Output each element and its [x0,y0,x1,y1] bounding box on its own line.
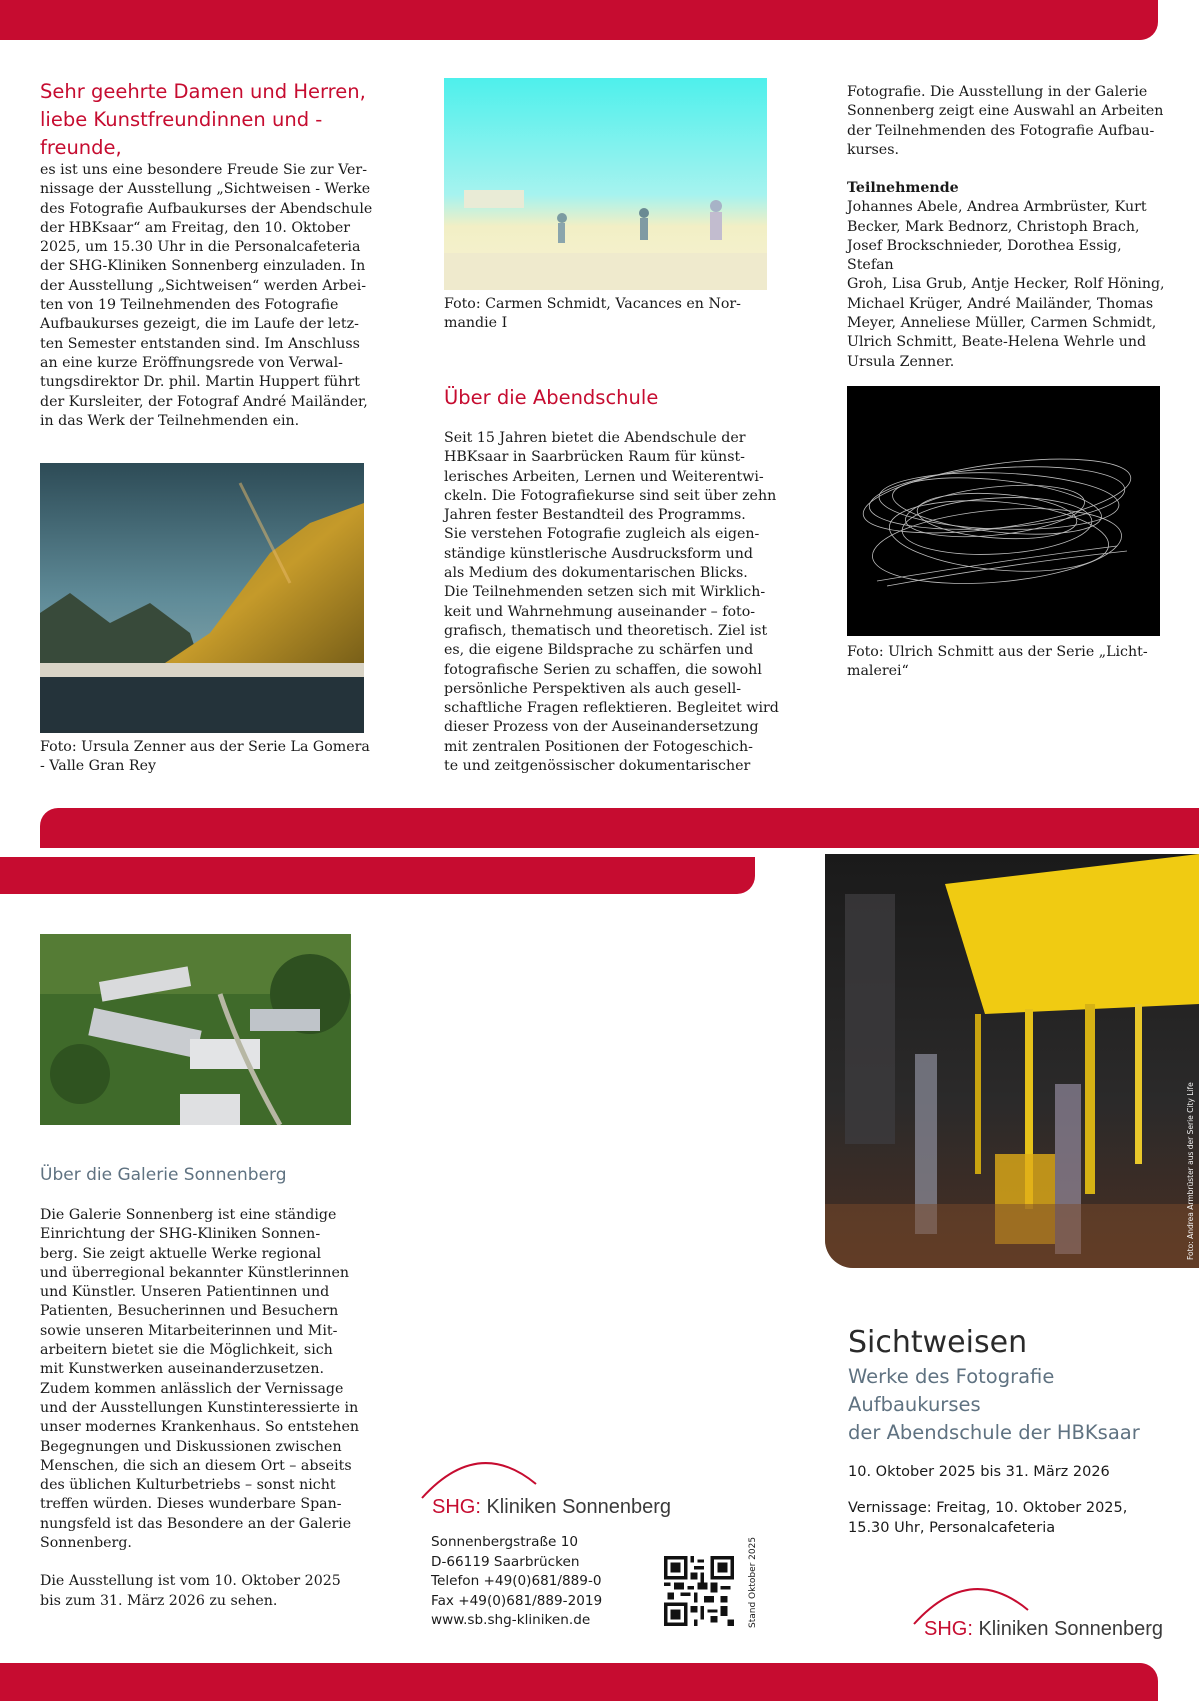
text-line: Groh, Lisa Grub, Antje Hecker, Rolf Höning, [847,276,1165,293]
text-line: des Fotografie Aufbaukurses der Abendschule [40,200,373,217]
logo-wordmark [432,1496,671,1519]
text-line: Josef Brockschnieder, Dorothea Essig, Stefan [847,237,1122,274]
abendschule-text [444,429,780,776]
text-line: mit Kunstwerken auseinanderzusetzen. [40,1361,325,1378]
galerie-heading: Über die Galerie Sonnenberg [40,1165,287,1185]
participants-section [847,179,1167,372]
text-line: Fotografie. Die Ausstellung in der Galerie [847,84,1148,100]
text-line: 2025, um 15.30 Uhr in die Personalcafeteria [40,239,361,256]
cover-date-range: 10. Oktober 2025 bis 31. März 2026 [848,1464,1110,1480]
caption-line: Foto: Ursula Zenner aus der Serie La Gomera [40,739,370,755]
text-line: schaftliche Fragen reflektieren. Begleitet wird [444,700,779,717]
text-line: als Medium des dokumentarischen Blicks. [444,565,748,582]
text-line: grafisch, thematisch und theoretisch. Ziel ist [444,622,768,639]
photo-la-gomera [40,463,364,733]
participants-heading: Teilnehmende [847,180,959,196]
text-line: und Künstler. Unseren Patientinnen und [40,1284,330,1301]
logo-prefix: SHG: [924,1618,973,1640]
logo-name: Kliniken Sonnenberg [978,1618,1164,1640]
text-line: lerisches Arbeiten, Lernen und Weiterentwi- [444,468,764,485]
text-line: ständige künstlerische Ausdrucksform und [444,545,753,562]
contact-phone: Telefon +49(0)681/889-0 [431,1573,602,1589]
text-line: te und zeitgenössischer dokumentarischer [444,758,751,775]
caption-lichtmalerei [847,643,1167,682]
text-line: Sie verstehen Fotografie zugleich als eigen- [444,526,760,543]
cover-vernissage-line-1: Vernissage: Freitag, 10. Oktober 2025, [848,1500,1128,1516]
text-line: fotografische Serien zu schaffen, die sowohl [444,661,762,678]
greeting-line-2: liebe Kunstfreundinnen und -freunde, [40,108,323,159]
text-line: Jahren fester Bestandteil des Programms. [444,507,746,524]
paragraph-gap [40,1553,380,1572]
text-line: ckeln. Die Fotografiekurse sind seit über zehn [444,487,777,504]
text-line: berg. Sie zeigt aktuelle Werke regional [40,1245,322,1262]
text-line: Sonnenberg zeigt eine Auswahl an Arbeiten [847,103,1164,120]
text-line: Patienten, Besucherinnen und Besuchern [40,1303,339,1320]
text-line: Becker, Mark Bednorz, Christoph Brach, [847,218,1140,235]
cover-title: Sichtweisen [848,1325,1028,1360]
text-line: Aufbaukurses gezeigt, die im Laufe der letz- [40,316,359,333]
text-line: dieser Prozess von der Auseinandersetzung [444,719,759,736]
text-line: bis zum 31. März 2026 zu sehen. [40,1592,278,1609]
text-line: tungsdirektor Dr. phil. Martin Huppert führt [40,374,360,391]
logo-arc-icon [418,1450,558,1500]
photo-city-life-cover [825,854,1199,1268]
text-line: der SHG-Kliniken Sonnenberg einzuladen. In [40,258,366,275]
caption-la-gomera [40,738,380,777]
cover-subtitle-2: der Abendschule der HBKsaar [848,1421,1140,1444]
text-line: der Ausstellung „Sichtweisen“ werden Arbei- [40,277,367,294]
logo-prefix: SHG: [432,1496,481,1518]
logo-name: Kliniken Sonnenberg [486,1496,672,1518]
shg-logo-middle [418,1450,678,1522]
contact-fax: Fax +49(0)681/889-2019 [431,1592,603,1609]
text-line: der Teilnehmenden des Fotografie Aufbau- [847,122,1155,139]
text-line: an eine kurze Eröffnungsrede von Verwal- [40,354,343,371]
caption-line: mandie I [444,315,508,332]
text-line: Johannes Abele, Andrea Armbrüster, Kurt [847,199,1147,216]
contact-block [431,1533,651,1631]
text-line: treffen würden. Dieses wunderbare Span- [40,1496,342,1513]
text-line: arbeitern bietet sie die Möglichkeit, sich [40,1342,333,1359]
text-line: Einrichtung der SHG-Kliniken Sonnen- [40,1226,321,1243]
text-line: Zudem kommen anlässlich der Vernissage [40,1380,344,1397]
text-line: der HBKsaar“ am Freitag, den 10. Oktober [40,219,351,236]
caption-line: - Valle Gran Rey [40,758,156,775]
abendschule-section [444,384,780,412]
contact-web-link[interactable]: www.sb.shg-kliniken.de [431,1612,591,1628]
intro-text [40,161,380,431]
text-line: Ulrich Schmitt, Beate-Helena Wehrle und [847,334,1147,351]
text-line: Ursula Zenner. [847,353,955,370]
text-line: keit und Wahrnehmung auseinander – foto- [444,603,756,620]
greeting-line-1: Sehr geehrte Damen und Herren, [40,80,366,103]
photo-klinik-aerial [40,934,351,1125]
text-line: es, die eigene Bildsprache zu schärfen und [444,642,754,659]
qr-code[interactable] [664,1556,734,1626]
text-line: mit zentralen Positionen der Fotogeschich- [444,738,753,755]
contact-city: D-66119 Saarbrücken [431,1553,580,1570]
logo-wordmark [924,1618,1163,1641]
text-line: unser modernes Krankenhaus. So entstehen [40,1419,360,1436]
text-line: Die Teilnehmenden setzen sich mit Wirklich- [444,584,766,601]
text-line: sowie unseren Mitarbeiterinnen und Mit- [40,1322,338,1339]
text-line: Sonnenberg. [40,1535,132,1552]
text-line: nungsfeld ist das Besondere an der Galerie [40,1515,352,1532]
cover-text [848,1325,1188,1538]
shg-logo-cover [910,1576,1170,1648]
contact-street: Sonnenbergstraße 10 [431,1534,579,1550]
abendschule-heading: Über die Abendschule [444,386,659,409]
text-line: Die Galerie Sonnenberg ist eine ständige [40,1207,337,1223]
mid-red-bar-lower [0,857,755,894]
mid-red-bar-upper [40,808,1199,848]
text-line: Seit 15 Jahren bietet die Abendschule der [444,430,746,446]
text-line: ten von 19 Teilnehmenden des Fotografie [40,297,339,314]
text-line: Michael Krüger, André Mailänder, Thomas [847,295,1154,312]
caption-normandie [444,295,774,334]
text-line: Die Ausstellung ist vom 10. Oktober 2025 [40,1573,341,1590]
col3-continuation-text [847,83,1167,160]
photo-normandie [444,78,767,290]
cover-photo-credit-vertical: Foto: Andrea Armbrüster aus der Serie City Life [1186,1082,1195,1260]
text-line: es ist uns eine besondere Freude Sie zur Ver- [40,162,367,178]
stand-date-vertical: Stand Oktober 2025 [748,1536,758,1628]
cover-vernissage-line-2: 15.30 Uhr, Personalcafeteria [848,1520,1056,1536]
photo-lichtmalerei [847,386,1160,636]
caption-line: Foto: Carmen Schmidt, Vacances en Nor- [444,296,741,312]
caption-line: Foto: Ulrich Schmitt aus der Serie „Licht- [847,644,1148,660]
text-line: Meyer, Anneliese Müller, Carmen Schmidt, [847,315,1157,332]
text-line: Begegnungen und Diskussionen zwischen [40,1438,342,1455]
top-red-bar [0,0,1158,40]
text-line: der Kursleiter, der Fotograf André Mailänder, [40,393,368,410]
text-line: HBKsaar in Saarbrücken Raum für künst- [444,449,745,466]
text-line: kurses. [847,141,899,158]
bottom-red-bar [0,1663,1158,1701]
text-line: und der Ausstellungen Kunstinteressierte in [40,1399,359,1416]
text-line: persönliche Perspektiven als auch gesell- [444,680,742,697]
text-line: nissage der Ausstellung „Sichtweisen - Werke [40,181,371,198]
caption-line: malerei“ [847,663,909,680]
galerie-text [40,1206,380,1611]
text-line: ten Semester entstanden sind. Im Anschluss [40,335,360,352]
galerie-section [40,1162,380,1188]
text-line: des üblichen Kulturbetriebs – sonst nicht [40,1477,336,1494]
greeting [40,78,380,162]
cover-subtitle-1: Werke des Fotografie Aufbaukurses [848,1365,1055,1416]
text-line: in das Werk der Teilnehmenden ein. [40,412,300,429]
text-line: und überregional bekannter Künstlerinnen [40,1264,350,1281]
text-line: Menschen, die sich an diesem Ort – abseits [40,1457,352,1474]
